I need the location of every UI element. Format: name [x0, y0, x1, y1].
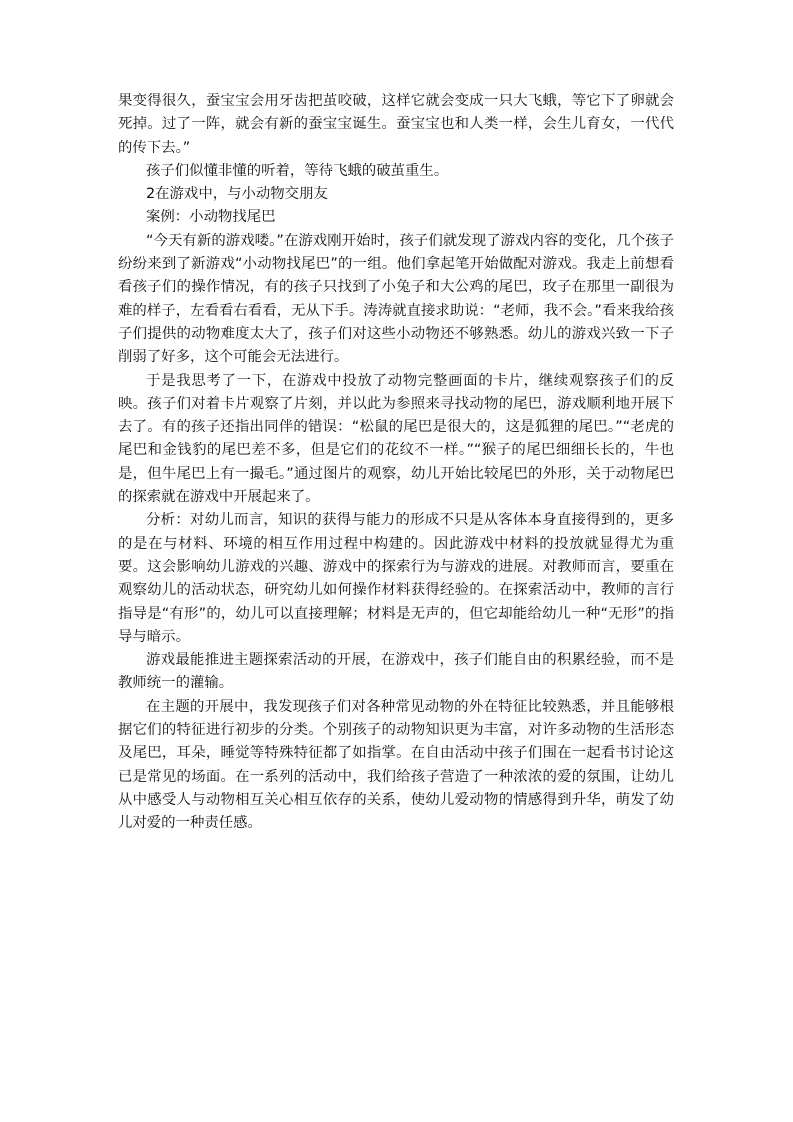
- paragraph-9: 在主题的开展中，我发现孩子们对各种常见动物的外在特征比较熟悉，并且能够根据它们的特征进行初步的分类。个别孩子的动物知识更为丰富，对许多动物的生活形态及尾巴，耳朵，睡觉等特殊特征都了如指掌。在自由活动中孩子们围在一起看书讨论这已是常见的场面。在一系列的活动中，我们给孩子营造了一种浓浓的爱的氛围，让幼儿从中感受人与动物相互关心相互依存的关系，使幼儿爱动物的情感得到升华，萌发了幼儿对爱的一种责任感。: [118, 698, 674, 832]
- paragraph-5: “今天有新的游戏喽。”在游戏刚开始时，孩子们就发现了游戏内容的变化，几个孩子纷纷来到了新游戏“小动物找尾巴”的一组。他们拿起笔开始做配对游戏。我走上前想看看孩子们的操作情况，有的孩子只找到了小兔子和大公鸡的尾巴，玫子在那里一副很为难的样子，左看看右看看，无从下手。涛涛就直接求助说：“老师，我不会。”看来我给孩子们提供的动物难度太大了，孩子们对这些小动物还不够熟悉。幼儿的游戏兴致一下子削弱了好多，这个可能会无法进行。: [118, 232, 674, 366]
- paragraph-2: 孩子们似懂非懂的听着，等待飞蛾的破茧重生。: [146, 162, 449, 179]
- section-heading: 2在游戏中，与小动物交朋友: [146, 186, 328, 203]
- document-body: [118, 90, 674, 836]
- case-title: 案例：小动物找尾巴: [146, 209, 276, 226]
- paragraph-1: 果变得很久，蚕宝宝会用牙齿把茧咬破，这样它就会变成一只大飞蛾，等它下了卵就会死掉。过了一阵，就会有新的蚕宝宝诞生。蚕宝宝也和人类一样，会生儿育女，一代代的传下去。”: [118, 93, 674, 156]
- paragraph-8: 游戏最能推进主题探索活动的开展，在游戏中，孩子们能自由的积累经验，而不是教师统一的灌输。: [118, 652, 674, 692]
- paragraph-6: 于是我思考了一下，在游戏中投放了动物完整画面的卡片，继续观察孩子们的反映。孩子们对着卡片观察了片刻，并以此为参照来寻找动物的尾巴，游戏顺利地开展下去了。有的孩子还指出同伴的错误：“松鼠的尾巴是很大的，这是狐狸的尾巴。”“老虎的尾巴和金钱豹的尾巴差不多，但是它们的花纹不一样。”“猴子的尾巴细细长长的，牛也是，但牛尾巴上有一撮毛。”通过图片的观察，幼儿开始比较尾巴的外形，关于动物尾巴的探索就在游戏中开展起来了。: [118, 372, 674, 506]
- analysis-paragraph: 分析：对幼儿而言，知识的获得与能力的形成不只是从客体本身直接得到的，更多的是在与材料、环境的相互作用过程中构建的。因此游戏中材料的投放就显得尤为重要。这会影响幼儿游戏的兴趣、游戏中的探索行为与游戏的进展。对教师而言，要重在观察幼儿的活动状态，研究幼儿如何操作材料获得经验的。在探索活动中，教师的言行指导是“有形”的，幼儿可以直接理解；材料是无声的，但它却能给幼儿一种“无形”的指导与暗示。: [118, 512, 674, 645]
